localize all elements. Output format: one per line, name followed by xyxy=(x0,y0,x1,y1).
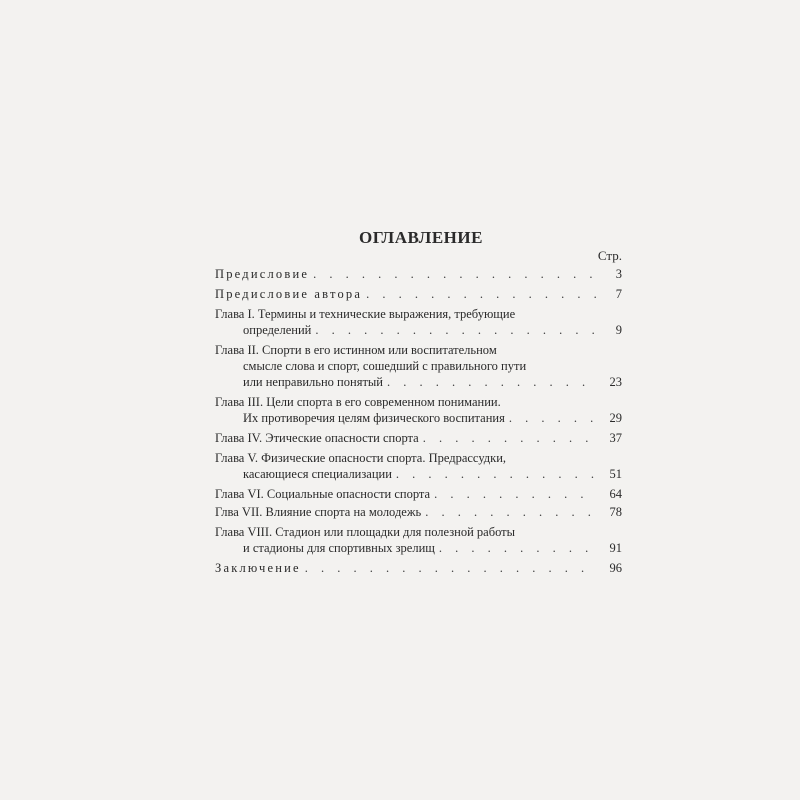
toc-entry-page: 7 xyxy=(615,287,622,301)
toc-entry-page: 3 xyxy=(615,267,622,281)
toc-entry-chapter-7 xyxy=(215,504,622,520)
toc-entry-label: Предисловие xyxy=(215,267,310,281)
toc-entry-label-cont: смысле слова и спорт, сошедший с правильного пути xyxy=(243,359,527,373)
toc-entry-label: Глва VII. Влияние спорта на молодежь xyxy=(215,505,422,519)
dot-leader xyxy=(366,286,596,302)
toc-entry-chapter-6 xyxy=(215,486,622,502)
toc-entry-label: Предисловие автора xyxy=(215,287,363,301)
dot-leader xyxy=(313,266,596,282)
toc-entry-page: 78 xyxy=(609,505,622,519)
dot-leader xyxy=(387,374,596,390)
toc-entry-chapter-1 xyxy=(215,306,622,338)
dot-leader xyxy=(423,430,596,446)
dot-leader xyxy=(305,560,596,576)
page-column-label: Стр. xyxy=(597,248,622,263)
toc-entry-page: 37 xyxy=(609,431,622,445)
dot-leader xyxy=(509,410,596,426)
toc-entry-label: Глава IV. Этические опасности спорта xyxy=(215,431,419,445)
toc-entry-label-cont: определений xyxy=(243,323,312,337)
dot-leader xyxy=(425,504,596,520)
toc-entry-label: Заключение xyxy=(215,561,301,575)
dot-leader xyxy=(315,322,596,338)
toc-entry-label-cont: и стадионы для спортивных зрелищ xyxy=(243,541,435,555)
toc-entry-label: Глава V. Физические опасности спорта. Предрассудки, xyxy=(215,451,507,465)
table-of-contents xyxy=(215,228,622,580)
toc-entry-chapter-2 xyxy=(215,342,622,390)
toc-entry-page: 91 xyxy=(609,541,622,555)
toc-entry-chapter-5 xyxy=(215,450,622,482)
toc-entry-preface xyxy=(215,266,622,282)
toc-entry-chapter-4 xyxy=(215,430,622,446)
toc-entry-label: Глава VI. Социальные опасности спорта xyxy=(215,487,431,501)
dot-leader xyxy=(396,466,596,482)
toc-entry-conclusion xyxy=(215,560,622,576)
toc-entry-label-cont: касающиеся специализации xyxy=(243,467,392,481)
toc-entry-label-cont: Их противоречия целям физического воспитания xyxy=(243,411,505,425)
toc-entry-author-preface xyxy=(215,286,622,302)
toc-entry-page: 51 xyxy=(609,467,622,481)
toc-entry-page: 96 xyxy=(609,561,622,575)
toc-entry-page: 64 xyxy=(609,487,622,501)
dot-leader xyxy=(439,540,596,556)
toc-entry-label: Глава III. Цели спорта в его современном понимании. xyxy=(215,395,501,409)
toc-entry-page: 29 xyxy=(609,411,622,425)
toc-entry-label: Глава I. Термины и технические выражения, требующие xyxy=(215,307,516,321)
toc-entry-label: Глава II. Спорти в его истинном или воспитательном xyxy=(215,343,497,357)
toc-entry-label: Глава VIII. Стадион или площадки для полезной работы xyxy=(215,525,516,539)
toc-entry-page: 23 xyxy=(609,375,622,389)
toc-entry-chapter-8 xyxy=(215,524,622,556)
toc-title: ОГЛАВЛЕНИЕ xyxy=(359,228,483,247)
toc-entry-page: 9 xyxy=(615,323,622,337)
toc-entry-chapter-3 xyxy=(215,394,622,426)
dot-leader xyxy=(434,486,596,502)
toc-entry-label-cont: или неправильно понятый xyxy=(243,375,383,389)
